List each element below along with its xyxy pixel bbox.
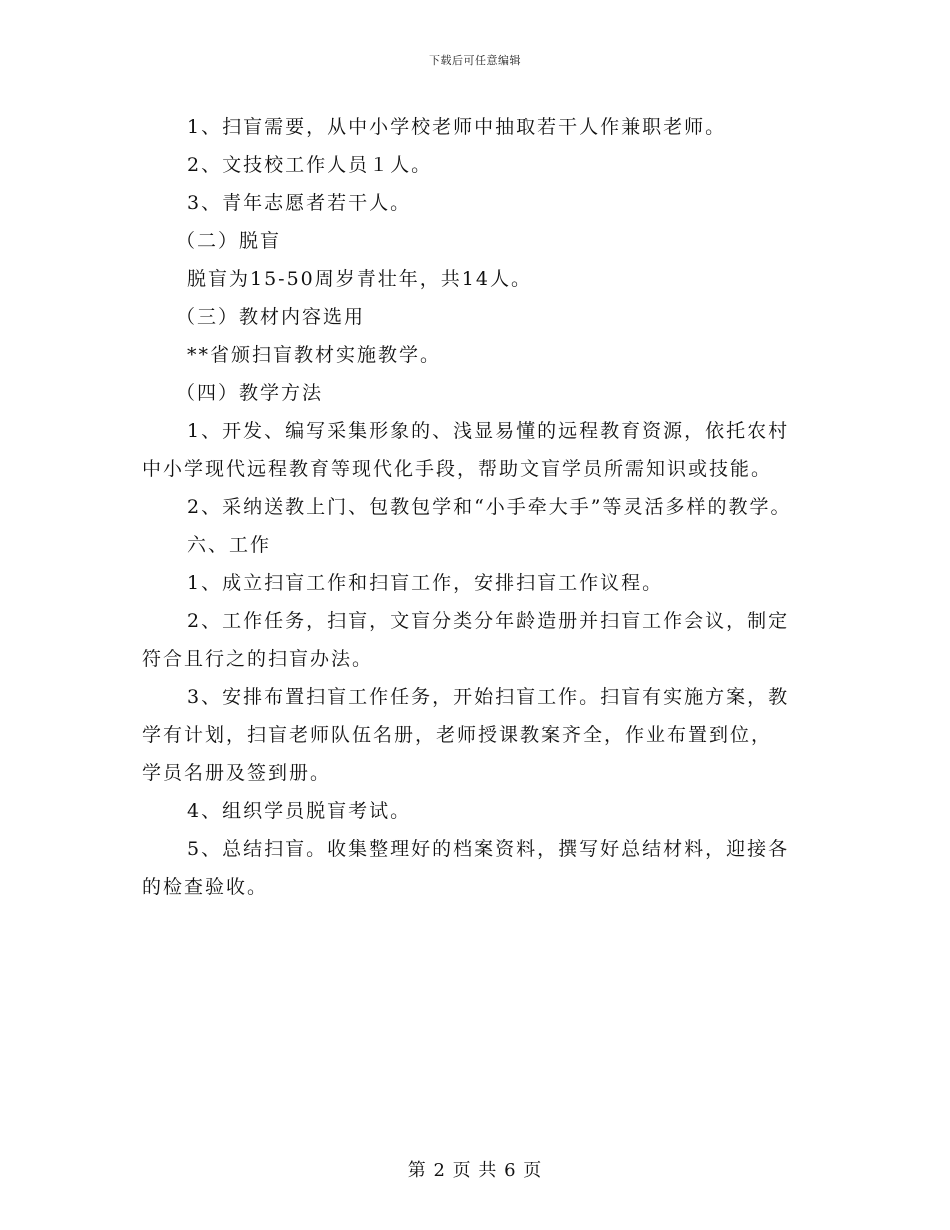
paragraph-line: 5、总结扫盲。收集整理好的档案资料，撰写好总结材料，迎接各	[187, 838, 790, 860]
section-heading: （三）教材内容选用	[176, 306, 366, 328]
paragraph-line: 脱盲为15-50周岁青壮年，共14人。	[187, 268, 532, 290]
paragraph-line: 1、开发、编写采集形象的、浅显易懂的远程教育资源，依托农村	[187, 420, 790, 442]
paragraph-line: 学有计划，扫盲老师队伍名册，老师授课教案齐全，作业布置到位，	[142, 724, 773, 746]
section-heading: （二）脱盲	[176, 230, 282, 252]
page-number: 第 2 页 共 6 页	[407, 1160, 543, 1181]
paragraph-line: 1、扫盲需要，从中小学校老师中抽取若干人作兼职老师。	[187, 116, 727, 138]
paragraph-line: 1、成立扫盲工作和扫盲工作，安排扫盲工作议程。	[187, 572, 664, 594]
paragraph-line: 2、工作任务，扫盲，文盲分类分年龄造册并扫盲工作会议，制定	[187, 610, 790, 632]
paragraph-line: 2、采纳送教上门、包教包学和“小手牵大手”等灵活多样的教学。	[187, 496, 792, 518]
page-header-note: 下载后可任意编辑	[429, 54, 521, 67]
paragraph-line: 的检查验收。	[142, 876, 269, 898]
paragraph-line: 符合且行之的扫盲办法。	[142, 648, 374, 670]
paragraph-line: 4、组织学员脱盲考试。	[187, 800, 412, 822]
paragraph-line: 中小学现代远程教育等现代化手段，帮助文盲学员所需知识或技能。	[142, 458, 773, 480]
section-heading: 六、工作	[187, 534, 272, 556]
paragraph-line: 3、安排布置扫盲工作任务，开始扫盲工作。扫盲有实施方案，教	[187, 686, 790, 708]
document-body	[142, 108, 822, 906]
section-heading: （四）教学方法	[176, 382, 324, 404]
paragraph-line: **省颁扫盲教材实施教学。	[187, 344, 442, 366]
paragraph-line: 学员名册及签到册。	[142, 762, 332, 784]
paragraph-line: 3、青年志愿者若干人。	[187, 192, 412, 214]
paragraph-line: 2、文技校工作人员１人。	[187, 154, 433, 176]
